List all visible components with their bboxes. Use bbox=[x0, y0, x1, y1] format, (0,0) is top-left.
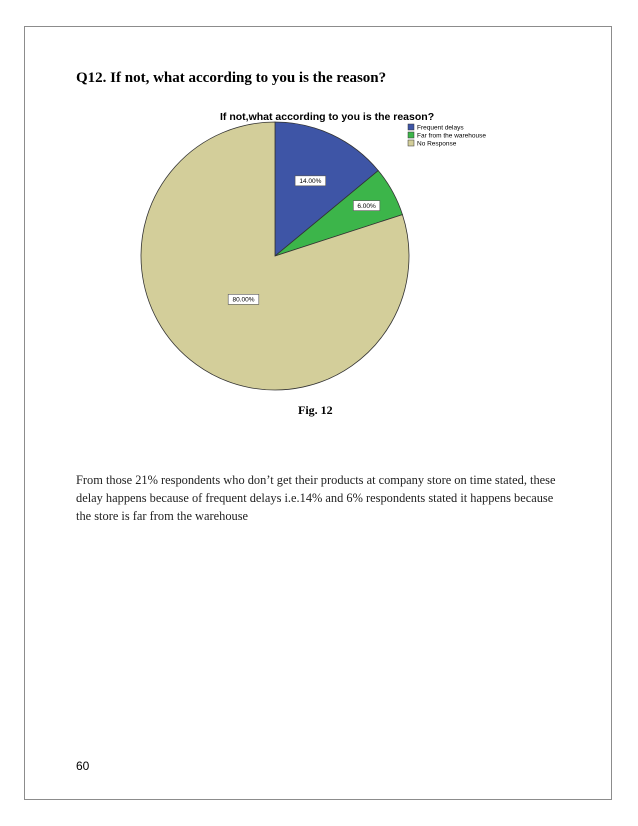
body-paragraph: From those 21% respondents who don’t get their products at company store on time stated, these delay happens because of frequent delays i.e.14% and 6% respondents stated it happens because the store is far from the warehouse bbox=[76, 473, 556, 523]
data-label: 6.00% bbox=[357, 202, 376, 210]
figure-caption: Fig. 12 bbox=[298, 403, 333, 417]
chart-legend bbox=[408, 124, 486, 148]
data-label: 80.00% bbox=[232, 296, 255, 304]
legend-swatch bbox=[408, 124, 414, 130]
legend-swatch bbox=[408, 132, 414, 138]
legend-label: Frequent delays bbox=[417, 124, 464, 132]
chart-title: If not,what according to you is the reason? bbox=[220, 111, 435, 123]
pie-chart bbox=[120, 104, 520, 404]
pie-slices bbox=[141, 122, 409, 390]
legend-label: Far from the warehouse bbox=[417, 132, 487, 140]
page-number: 60 bbox=[76, 759, 90, 773]
legend-label: No Response bbox=[417, 140, 457, 148]
question-heading: Q12. If not, what according to you is the reason? bbox=[76, 70, 387, 86]
data-label: 14.00% bbox=[299, 178, 322, 186]
legend-swatch bbox=[408, 140, 414, 146]
